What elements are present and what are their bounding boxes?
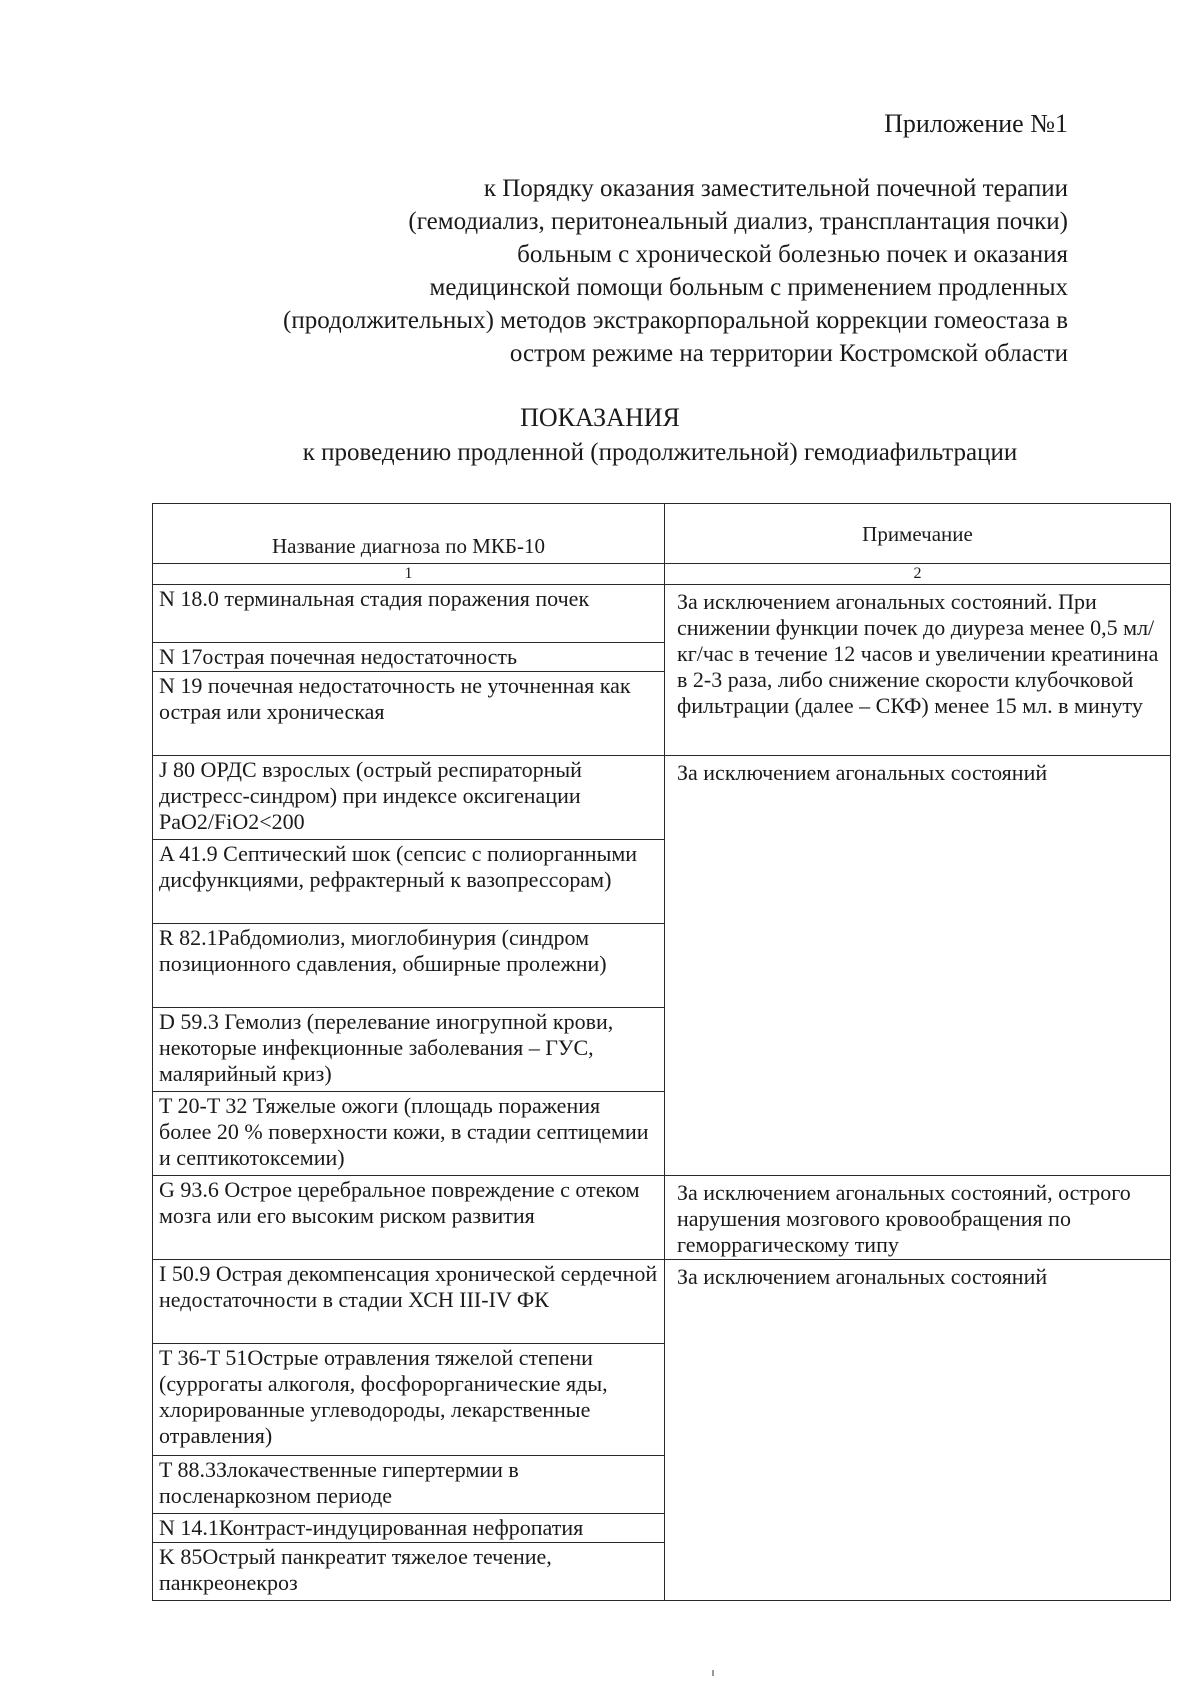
table-header-row [153, 504, 1171, 564]
table-row [153, 585, 1171, 643]
appendix-number: Приложение №1 [884, 109, 1068, 138]
appendix-line: (гемодиализ, перитонеальный диализ, трансплантация почки) [408, 208, 1068, 235]
appendix-line: (продолжительных) методов экстракорпоральной коррекции гомеостаза в [283, 307, 1068, 334]
column-number: 1 [153, 564, 665, 585]
column-number: 2 [665, 564, 1171, 585]
appendix-line: к Порядку оказания заместительной почечной терапии [483, 175, 1068, 202]
diagnosis-cell: T 36-T 51Острые отравления тяжелой степени (суррогаты алкоголя, фосфорорганические яды, хлорированные углеводороды, лекарственные отравления) [153, 1344, 665, 1456]
diagnosis-cell: K 85Острый панкреатит тяжелое течение, панкреонекроз [153, 1543, 665, 1601]
note-cell: За исключением агональных состояний. При снижении функции почек до диуреза менее 0,5 мл/кг/час в течение 12 часов и увеличении креатинина в 2-3 раза, либо снижение скорости клубочковой фильтрации (далее – СКФ) менее 15 мл. в минуту [665, 585, 1171, 756]
diagnosis-cell: I 50.9 Острая декомпенсация хронической сердечной недостаточности в стадии ХСН III-IV ФК [153, 1260, 665, 1344]
appendix-line: больным с хронической болезнью почек и оказания [517, 241, 1068, 268]
document-subtitle: к проведению продленной (продолжительной) гемодиафильтрации [302, 439, 1018, 466]
table-row [153, 1176, 1171, 1260]
diagnosis-cell: T 88.3Злокачественные гипертермии в посленаркозном периоде [153, 1456, 665, 1514]
indications-table [152, 503, 1171, 1601]
table-row [153, 756, 1171, 840]
note-cell: За исключением агональных состояний, острого нарушения мозгового кровообращения по геморрагическому типу [665, 1176, 1171, 1260]
column-header-note: Примечание [665, 504, 1171, 564]
scan-mark [712, 1670, 714, 1676]
column-number-row [153, 564, 1171, 585]
appendix-reference [88, 172, 1068, 370]
diagnosis-cell: D 59.3 Гемолиз (перелевание иногрупной крови, некоторые инфекционные заболевания – ГУС, малярийный криз) [153, 1008, 665, 1092]
document-title: ПОКАЗАНИЯ [520, 403, 680, 432]
note-cell: За исключением агональных состояний [665, 1260, 1171, 1601]
diagnosis-cell: R 82.1Рабдомиолиз, миоглобинурия (синдром позиционного сдавления, обширные пролежни) [153, 924, 665, 1008]
appendix-line: остром режиме на территории Костромской области [509, 340, 1068, 367]
diagnosis-cell: N 14.1Контраст-индуцированная нефропатия [153, 1514, 665, 1543]
appendix-line: медицинской помощи больным с применением продленных [429, 274, 1068, 301]
diagnosis-cell: N 19 почечная недостаточность не уточненная как острая или хроническая [153, 672, 665, 756]
note-cell: За исключением агональных состояний [665, 756, 1171, 1176]
table-row [153, 1260, 1171, 1344]
diagnosis-cell: T 20-T 32 Тяжелые ожоги (площадь поражения более 20 % поверхности кожи, в стадии септицемии и септикотоксемии) [153, 1092, 665, 1176]
diagnosis-cell: N 18.0 терминальная стадия поражения почек [153, 585, 665, 643]
diagnosis-cell: A 41.9 Септический шок (сепсис с полиорганными дисфункциями, рефрактерный к вазопрессорам) [153, 840, 665, 924]
diagnosis-cell: G 93.6 Острое церебральное повреждение с отеком мозга или его высоким риском развития [153, 1176, 665, 1260]
column-header-diagnosis: Название диагноза по МКБ-10 [153, 504, 665, 564]
diagnosis-cell: N 17острая почечная недостаточность [153, 643, 665, 672]
diagnosis-cell: J 80 ОРДС взрослых (острый респираторный дистресс-синдром) при индексе оксигенации PaO2/FiO2<200 [153, 756, 665, 840]
